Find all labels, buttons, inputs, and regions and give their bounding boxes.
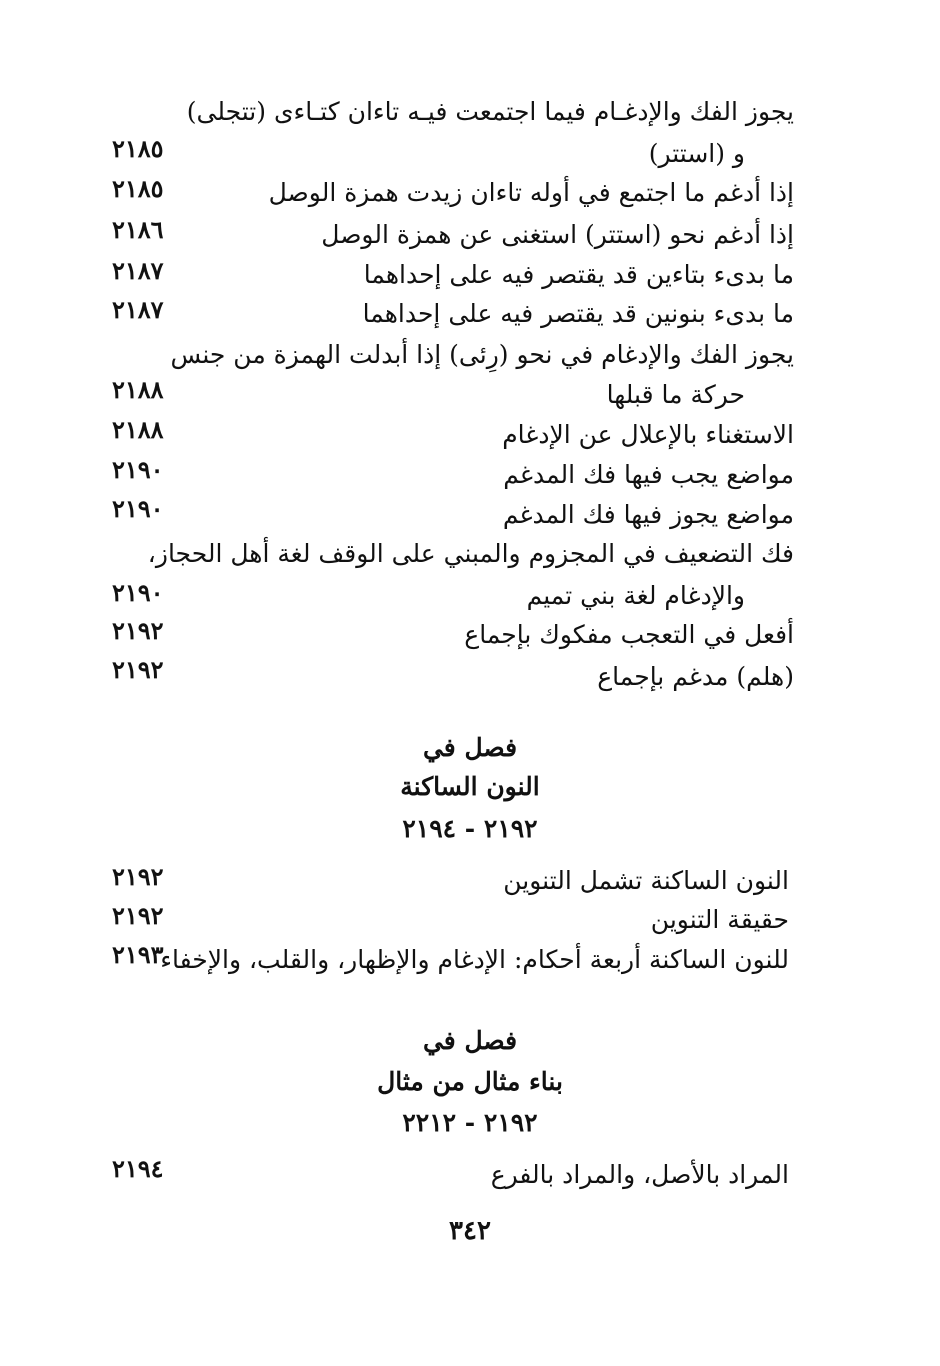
index-page-number: ٢١٨٨ [112,415,164,444]
index-entry-text: و (استتر) [648,139,745,168]
index-entry-text: للنون الساكنة أربعة أحكام: الإدغام والإظهار، والقلب، والإخفاء [160,945,789,974]
section-label: فصل في [422,733,518,762]
index-entry-text: مواضع يجب فيها فك المدغم [503,460,794,489]
index-entry-text: ما بدىء بتاءين قد يقتصر فيه على إحداهما [363,260,794,289]
index-entry-text: إذا أدغم ما اجتمع في أوله تاءان زيدت همزة الوصل [268,178,794,207]
index-entry-text: مواضع يجوز فيها فك المدغم [502,500,794,529]
index-page-number: ٢١٩٤ [112,1154,164,1183]
index-entry-text: يجوز الفك والإدغـام فيما اجتمعت فيـه تاءان كتـاءى (تتجلى) [186,97,794,126]
index-page-number: ٢١٩٠ [112,494,164,523]
index-entry-text: حقيقة التنوين [650,905,789,934]
section-page-range: ٢١٩٢ - ٢٢١٢ [402,1108,538,1137]
index-page-number: ٢١٩٢ [112,901,164,930]
index-entry-text: حركة ما قبلها [606,380,745,409]
index-page-number: ٢١٨٧ [112,295,164,324]
index-entry-text: إذا أدغم نحو (استتر) استغنى عن همزة الوصل [321,220,794,249]
section-title: بناء مثال من مثال [377,1067,563,1096]
index-entry-text: ما بدىء بنونين قد يقتصر فيه على إحداهما [362,299,794,328]
index-page-number: ٢١٩٣ [112,940,164,969]
index-entry-text: أفعل في التعجب مفكوك بإجماع [464,620,794,649]
index-entry-text: (هلم) مدغم بإجماع [597,662,794,691]
index-page-number: ٢١٩٢ [112,655,164,684]
index-page-number: ٢١٨٦ [112,215,164,244]
index-page-number: ٢١٩٢ [112,862,164,891]
index-entry-text: النون الساكنة تشمل التنوين [503,866,789,895]
index-entry-text: والإدغام لغة بني تميم [526,581,745,610]
index-page-number: ٢١٩٢ [112,616,164,645]
index-page-number: ٢١٨٧ [112,256,164,285]
index-entry-text: يجوز الفك والإدغام في نحو (رِئى) إذا أبدلت الهمزة من جنس [170,340,794,369]
page-number: ٣٤٢ [449,1216,491,1246]
index-entry-text: فك التضعيف في المجزوم والمبني على الوقف لغة أهل الحجاز، [147,539,794,568]
section-label: فصل في [422,1026,518,1055]
section-title: النون الساكنة [400,772,540,801]
index-entry-text: الاستغناء بالإعلال عن الإدغام [502,420,794,449]
index-page-number: ٢١٩٠ [112,455,164,484]
index-page-number: ٢١٨٥ [112,174,164,203]
index-entry-text: المراد بالأصل، والمراد بالفرع [490,1160,789,1189]
index-page-number: ٢١٨٥ [112,134,164,163]
index-page-number: ٢١٨٨ [112,375,164,404]
section-page-range: ٢١٩٢ - ٢١٩٤ [402,814,538,843]
index-page-number: ٢١٩٠ [112,578,164,607]
